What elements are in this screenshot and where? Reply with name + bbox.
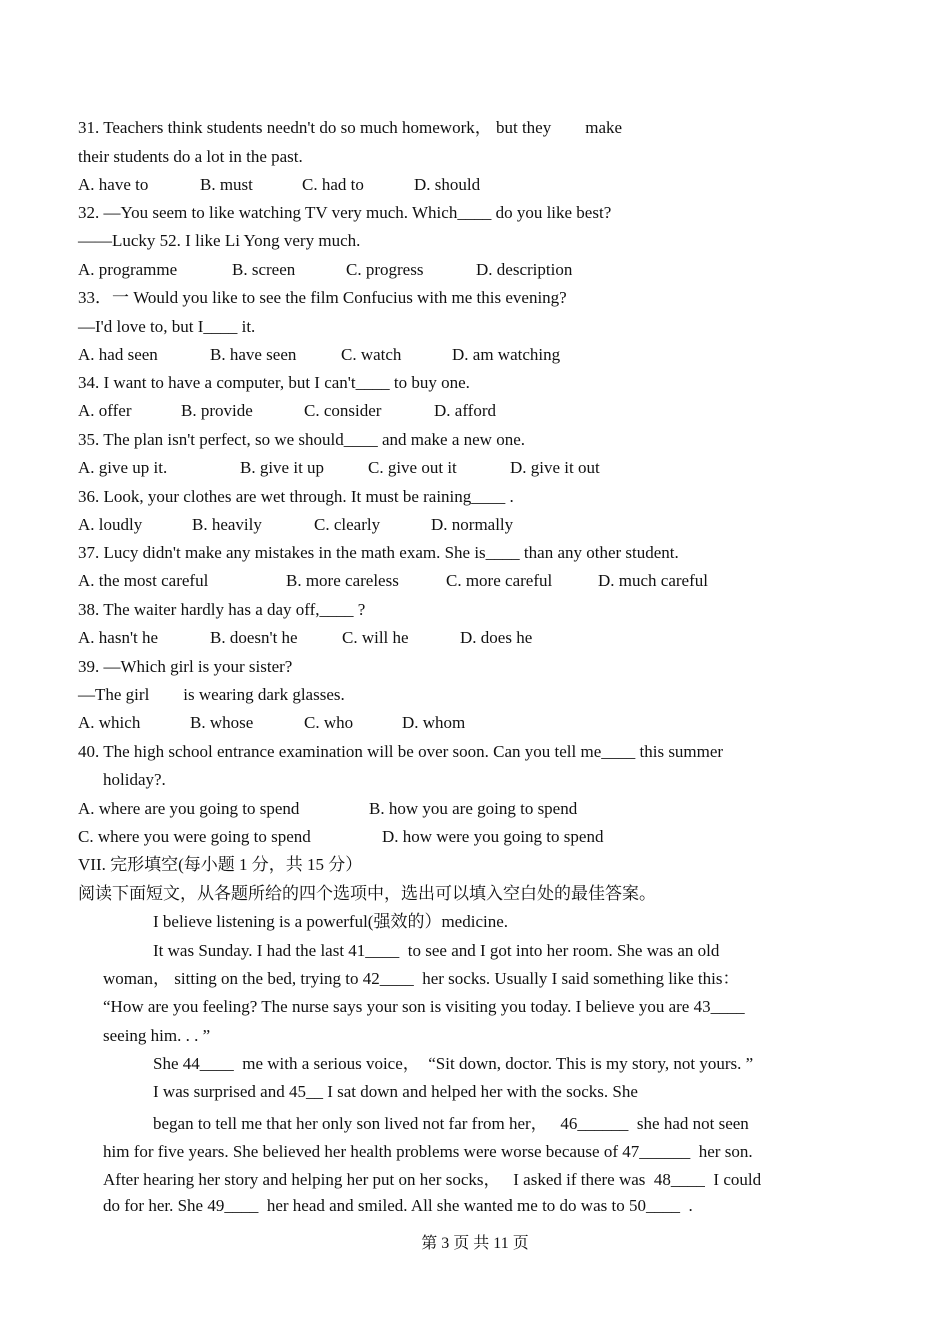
q40-stem: 40. The high school entrance examination will be over soon. Can you tell me____ this summer (78, 742, 724, 761)
q35-option-d: D. give it out (510, 458, 600, 477)
q32-option-b: B. screen (232, 260, 296, 279)
q40-option-b: B. how you are going to spend (369, 799, 578, 818)
q34-option-b: B. provide (181, 401, 253, 420)
q33-option-c: C. watch (341, 345, 402, 364)
q38-option-b: B. doesn't he (210, 628, 298, 647)
q37-option-d: D. much careful (598, 571, 708, 590)
q31-stem-cont: their students do a lot in the past. (78, 147, 303, 166)
passage-line: seeing him. . . ” (103, 1026, 211, 1045)
q34-option-d: D. afford (434, 401, 496, 420)
q38-stem: 38. The waiter hardly has a day off,____ ? (78, 600, 366, 619)
passage-line: After hearing her story and helping her put on her socks， I asked if there was 48____ I could (103, 1170, 762, 1189)
q35-option-a: A. give up it. (78, 458, 168, 477)
passage-line: She 44____ me with a serious voice， “Sit down, doctor. This is my story, not yours. ” (153, 1054, 754, 1073)
passage-line: do for her. She 49____ her head and smiled. All she wanted me to do was to 50____ . (103, 1196, 693, 1215)
q35-option-c: C. give out it (368, 458, 457, 477)
q35-stem: 35. The plan isn't perfect, so we should____ and make a new one. (78, 430, 525, 449)
section-instruction: 阅读下面短文，从各题所给的四个选项中，选出可以填入空白处的最佳答案。 (78, 884, 656, 903)
passage-line: I believe listening is a powerful(强效的）medicine. (153, 912, 509, 931)
q37-option-b: B. more careless (286, 571, 399, 590)
passage-line: began to tell me that her only son lived not far from her， 46______ she had not seen (153, 1114, 749, 1133)
q40-option-d: D. how were you going to spend (382, 827, 604, 846)
section-heading: VII. 完形填空(每小题 1 分，共 15 分） (78, 855, 363, 874)
q32-option-c: C. progress (346, 260, 424, 279)
passage-line: “How are you feeling? The nurse says your son is visiting you today. I believe you are 43____ (103, 997, 745, 1016)
q36-option-a: A. loudly (78, 515, 143, 534)
q37-stem: 37. Lucy didn't make any mistakes in the math exam. She is____ than any other student. (78, 543, 679, 562)
q34-option-a: A. offer (78, 401, 132, 420)
q37-option-c: C. more careful (446, 571, 553, 590)
passage-line: him for five years. She believed her health problems were worse because of 47______ her son. (103, 1142, 753, 1161)
q33-option-b: B. have seen (210, 345, 297, 364)
q39-option-d: D. whom (402, 713, 466, 732)
q39-stem-cont: —The girl is wearing dark glasses. (78, 685, 345, 704)
q36-option-d: D. normally (431, 515, 514, 534)
q32-option-a: A. programme (78, 260, 178, 279)
q40-option-c: C. where you were going to spend (78, 827, 311, 846)
q33-option-d: D. am watching (452, 345, 561, 364)
q32-stem: 32. —You seem to like watching TV very much. Which____ do you like best? (78, 203, 612, 222)
q39-option-b: B. whose (190, 713, 254, 732)
q31-stem: 31. Teachers think students needn't do so much homework， but they make (78, 118, 623, 137)
q31-option-d: D. should (414, 175, 481, 194)
q39-option-a: A. which (78, 713, 141, 732)
q35-option-b: B. give it up (240, 458, 325, 477)
q39-option-c: C. who (304, 713, 354, 732)
q33-stem-cont: —I'd love to, but I____ it. (78, 317, 256, 336)
q32-option-d: D. description (476, 260, 573, 279)
q36-option-c: C. clearly (314, 515, 381, 534)
q34-stem: 34. I want to have a computer, but I can't____ to buy one. (78, 373, 470, 392)
q40-stem-cont: holiday?. (103, 770, 166, 789)
q38-option-a: A. hasn't he (78, 628, 159, 647)
passage-line: I was surprised and 45__ I sat down and helped her with the socks. She (153, 1082, 638, 1101)
q36-option-b: B. heavily (192, 515, 262, 534)
q37-option-a: A. the most careful (78, 571, 209, 590)
q33-stem: 33．一 Would you like to see the film Confucius with me this evening? (78, 288, 567, 307)
passage-line: It was Sunday. I had the last 41____ to see and I got into her room. She was an old (153, 941, 720, 960)
q40-option-a: A. where are you going to spend (78, 799, 300, 818)
q33-option-a: A. had seen (78, 345, 158, 364)
q31-option-a: A. have to (78, 175, 149, 194)
q31-option-c: C. had to (302, 175, 364, 194)
q38-option-d: D. does he (460, 628, 533, 647)
q38-option-c: C. will he (342, 628, 409, 647)
passage-line: woman， sitting on the bed, trying to 42____ her socks. Usually I said something like this： (103, 969, 740, 988)
q34-option-c: C. consider (304, 401, 382, 420)
q39-stem: 39. —Which girl is your sister? (78, 657, 293, 676)
page-footer: 第 3 页 共 11 页 (421, 1235, 529, 1252)
q31-option-b: B. must (200, 175, 253, 194)
q32-stem-cont: ——Lucky 52. I like Li Yong very much. (78, 231, 361, 250)
q36-stem: 36. Look, your clothes are wet through. It must be raining____ . (78, 487, 514, 506)
